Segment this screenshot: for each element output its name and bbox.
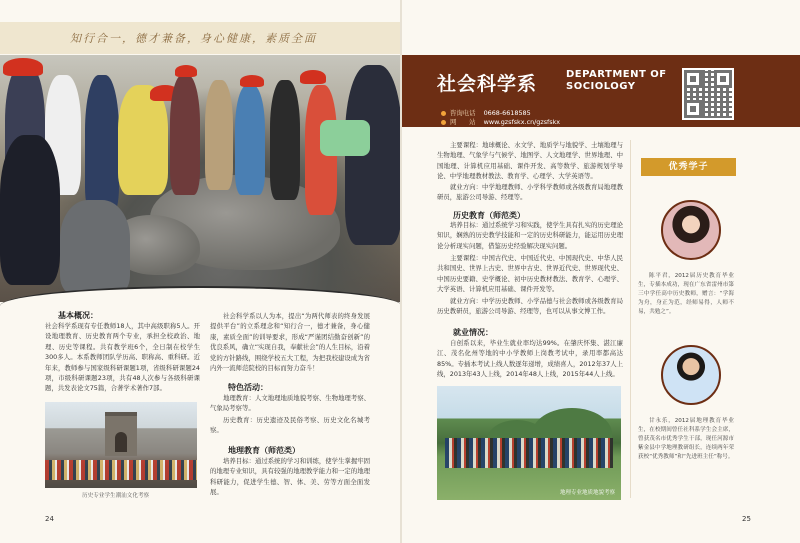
department-name-cn: 社会科学系 — [437, 73, 538, 95]
history-major-heading: 历史教育（师范类） — [453, 211, 525, 220]
student-bio-2: 甘永乐，2012届地理教育毕业生，在校期间曾任社科系学生会主席，曾获茂名市优秀学生干部，现任河源市紫金县中学地理教研组长，连续两年荣获校“优秀教师”和“先进班主任”称号。 — [638, 418, 734, 460]
phone-icon — [441, 111, 446, 116]
philosophy-paragraph: 社会科学系以人为本，提出“为两代师表的终身发展提供平台”的立系理念和“知行合一，德才兼备，身心健康，素质全面”的训导要求，形成“严谨团结勤奋创新”的优良系风，确立“实现自我，奉献社会”的人生目标，沿着党的方针路线，围绕学校五大工程，为把我校建设成为省内外一流师范院校的目标而努力奋斗！ — [210, 312, 370, 373]
qr-finder — [684, 100, 702, 118]
department-name-en: DEPARTMENT OF SOCIOLOGY — [566, 69, 667, 92]
student-figure — [270, 80, 300, 200]
history-goal: 培养目标：通过系统学习和实践，使学生具有扎实的历史理论知识，娴熟的历史教学技能和一定的历史科研能力，能运用历史理论分析现实问题，借鉴历史经验解决现实问题。 — [437, 221, 623, 250]
group-of-students — [445, 438, 613, 468]
qr-finder — [714, 70, 732, 88]
phone-number[interactable]: 0668-6618585 — [483, 109, 531, 117]
red-cap — [3, 58, 43, 76]
red-cap — [175, 65, 197, 77]
features-heading: 特色活动： — [228, 383, 268, 392]
student-figure — [0, 135, 60, 285]
student-figure — [85, 75, 119, 215]
qr-finder — [684, 70, 702, 88]
geo-photo-caption: 地理专业地质地貌考察 — [559, 490, 615, 496]
features-history: 历史教育：历史遗迹及民俗考察、历史文化名城考察。 — [210, 416, 370, 435]
student-photo-1 — [661, 200, 721, 260]
history-courses: 主要课程：中国古代史、中国近代史、中国现代史、中华人民共和国史、世界上古史、世界中古史、世界近代史、世界现代史、中国历史要籍、史学概论、初中历史教材教法、教育学、心理学、大学英语、计算机应用基础、课件开发等。 — [437, 254, 623, 294]
intro-heading: 基本概况： — [58, 311, 98, 320]
culture-photo-caption: 历史专业学生潮汕文化考察 — [82, 493, 150, 499]
web-label: 网 站 — [450, 118, 476, 126]
red-cap — [240, 75, 264, 87]
magnifier — [320, 120, 370, 156]
student-figure — [118, 85, 168, 195]
student-figure — [170, 75, 200, 195]
crowd-row — [45, 460, 197, 470]
page-number-right: 25 — [742, 515, 751, 523]
culture-trip-photo — [45, 402, 197, 488]
employment-text: 自创系以来，毕业生就业率均达99%。在肇庆怀集、湛江廉江、茂名化州等地的中小学教师上岗教考试中，录用率都高达85%。专插本考试上线人数逐年递增，成绩喜人，2012年37人上线，2013年43人上线，2014年48人上线，2015年44人上线。 — [437, 339, 623, 379]
employment-heading: 就业情况： — [453, 328, 493, 337]
features-geo: 地理教育：人文地理地质地貌考察、生物地理考察、气象局考察等。 — [210, 394, 370, 413]
qr-pattern — [684, 70, 732, 118]
geo-major-text: 培养目标：通过系统的学习和训练，使学生掌握牢固的地理专业知识，具有较强的地理教学能力和一定的地理科研能力，促进学生德、智、体、美、劳等方面全面发展。 — [210, 457, 370, 497]
wall-arch — [115, 432, 127, 452]
tagline: 知行合一，德才兼备，身心健康，素质全面 — [70, 32, 317, 45]
student-figure — [60, 200, 130, 295]
phone-line — [450, 108, 531, 117]
student-bio-1: 陈平君，2012届历史教育毕业生，专插本成功，现在广东省雷州市第三中学任高中历史教师，赠言：“学海为舟，身正为范，经师易得，人师不易，共勉之”。 — [638, 273, 734, 315]
phone-label: 咨询电话 — [450, 109, 476, 117]
web-icon — [441, 120, 446, 125]
intro-paragraph: 社会科学系现有专任教师18人，其中高级职称5人。开设地理教育、历史教育两个专业，承担全校政治、地理、历史等课程。共有教学班6个，全日制在校学生300多人。本系教师团队学历高、职称高、重科研。近年来，教师参与国家级科研课题1项，省级科研课题24项，市级科研课题23项，共有48人次参与各级科研课题，共发表论文75篇，合著学术著作7部。 — [45, 322, 200, 393]
page-number-left: 24 — [45, 515, 54, 523]
student-figure — [205, 80, 233, 190]
website-link[interactable]: www.gzsfskx.cn/gzsfskx — [483, 118, 561, 126]
student-photo-2 — [661, 345, 721, 405]
geo-jobs: 就业方向：中学地理教师、小学科学教师或各级教育局地理教研员，旅游公司导游、经理等。 — [437, 183, 623, 202]
red-cap — [300, 70, 326, 84]
right-page — [402, 0, 800, 543]
column-divider — [630, 140, 631, 498]
crowd-row — [45, 470, 197, 480]
web-line — [450, 117, 560, 126]
qr-code[interactable] — [682, 68, 734, 120]
geo-major-heading: 地理教育（师范类） — [228, 446, 300, 455]
field-trip-photo — [0, 55, 400, 302]
outstanding-students-title: 优秀学子 — [641, 158, 736, 176]
title-band — [402, 55, 800, 127]
geo-trip-photo — [437, 386, 621, 500]
geo-courses: 主要课程：地球概论、水文学、地质学与地貌学、土壤地理与生物地理、气象学与气候学、地图学、人文地理学、世界地理、中国地理、计算机应用基础、课件开发、高等数学、旅游规划学导论、中学地理教材教法、教育学、心理学、大学英语等。 — [437, 141, 623, 181]
history-jobs: 就业方向：中学历史教师、小学品德与社会教师或各级教育局历史教研员，旅游公司导游、经理等，也可以从事文博工作。 — [437, 297, 623, 316]
student-figure — [235, 85, 265, 195]
